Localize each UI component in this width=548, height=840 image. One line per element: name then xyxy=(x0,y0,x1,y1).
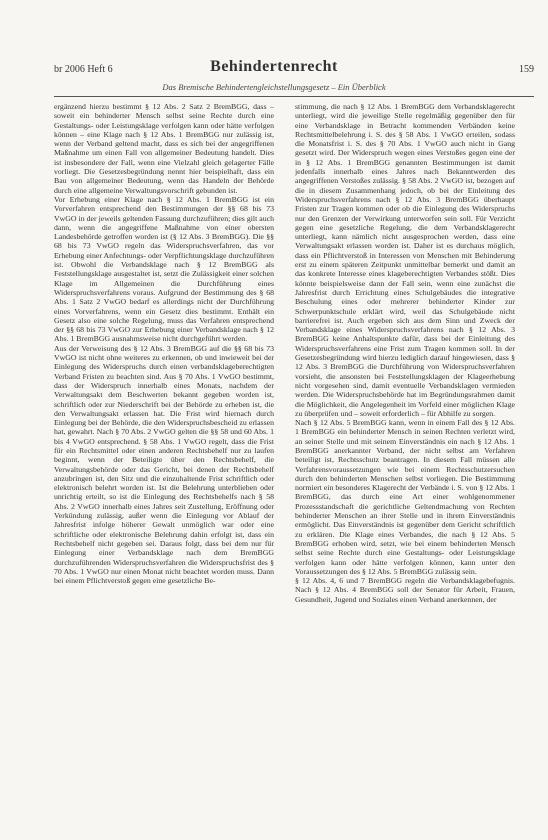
text-column-left xyxy=(54,102,274,830)
paragraph: stimmung, die nach § 12 Abs. 1 BremBGG dem Verbandsklagerecht unterliegt, wird die jeweilige Stelle regelmäßig gegenüber den für eine Verbandsklage in Betracht kommenden Verbänden keine Rechtsmittelbelehrung i. S. des § 58 Abs. 1 VwGO erteilen, sodass die Monatsfrist i. S. des § 70 Abs. 1 VwGO auch nicht in Gang gesetzt wird. Der Widerspruch wegen eines Verstoßes gegen eine der in § 12 Abs. 1 BremBGG genannten Bestimmungen ist damit jedenfalls innerhalb eines Jahres nach Bekanntwerden des angegriffenen Verstoßes zulässig. § 58 Abs. 2 VwGO ist, bezogen auf die in diesem Zusammenhang jedoch, ob bei der Einleitung des Widerspruchsverfahrens nach § 12 Abs. 3 BremBGG überhaupt Fristen zur Tragen kommen oder ob die Einlegung des Widerspruchs nur den Grenzen der Verwirkung unterworfen sein soll. Für Verzicht gegen eine gesetzliche Regelung, die dem Verbandsklagerecht unterliegt, kann nämlich nicht ausgesprochen werden, dass eine Verwaltungsakt erlassen worden ist. Daher ist es durchaus möglich, dass ein Pflichtverstoß in Interessen von Menschen mit Behinderung erst zu einem späteren Zeitpunkt unmittelbar bemerkt und damit an das konkrete Interesse eines klageberechtigten Verbandes stößt. Dies könnte beispielsweise dann der Fall sein, wenn eine zunächst die Jahresfrist durch Errichtung eines Schulgebäudes die integrative Beschulung eines oder mehrerer behinderter Kinder zur Schwerpunktschule erklärt wird, weil das Schulgebäude nicht barrierefrei ist. Auch ergeben sich aus dem Sinn und Zweck der Verbandsklage eines Widerspruchsverfahrens nach § 12 Abs. 3 BremBGG keine Anhaltspunkte dafür, dass bei der Einleitung des Widerspruchsverfahrens eine Frist zum Tragen kommen soll. In der Gesetzesbegründung wird hierzu lediglich darauf hingewiesen, dass § 12 Abs. 3 BremBGG die Durchführung von Widerspruchsverfahren vorsieht, die ansonsten bei Feststellungsklagen der Klageerhebung nicht vorgesehen sind, damit eventuelle Verbandsklagen vermieden werden. Die Widerspruchsbehörde hat im Begründungsrahmen damit die Möglichkeit, die Angelegenheit im Vorfeld einer möglichen Klage zu überprüfen und – soweit erforderlich – für Abhilfe zu sorgen. xyxy=(295,102,515,418)
paragraph: ergänzend hierzu bestimmt § 12 Abs. 2 Satz 2 BremBGG, dass – soweit ein behinderter Mensch selbst seine Rechte durch eine Gestaltungs- oder Leistungsklage verfolgen kann oder hätte verfolgen können – eine Klage nach § 12 Abs. 1 BremBGG nur zulässig ist, wenn der Verband geltend macht, dass es sich bei der angegriffenen Maßnahme um einen Fall von allgemeiner Bedeutung handelt. Dies ist insbesondere der Fall, wenn eine Vielzahl gleich gelagerter Fälle vorliegt. Die Gesetzesbegründung nennt hier beispielhaft, dass ein Bau von allgemeiner Bedeutung, wenn das Handeln der Behörde durch eine allgemeine Verwaltungsvorschrift gebunden ist. xyxy=(54,102,274,195)
paragraph: Aus der Verweisung des § 12 Abs. 3 BremBGG auf die §§ 68 bis 73 VwGO ist nicht ohne weiteres zu erkennen, ob und inwieweit bei der Einlegung des Widerspruchs durch einen verbandsklageberechtigten Verband Fristen zu beachten sind. Aus § 70 Abs. 1 VwGO bestimmt, dass der Widerspruch innerhalb eines Monats, nachdem der Verwaltungsakt dem Beschwerten bekannt gegeben worden ist, schriftlich oder zur Niederschrift bei der Behörde zu erheben ist, die den Verwaltungsakt erlassen hat. Die Frist wird hiernach durch Einlegung bei der Behörde, die den Widerspruchsbescheid zu erlassen hat, gewahrt. Nach § 70 Abs. 2 VwGO gelten die §§ 58 und 60 Abs. 1 bis 4 VwGO entsprechend. § 58 Abs. 1 VwGO regelt, dass die Frist für ein Rechtsmittel oder einen anderen Rechtsbehelf nur zu laufen beginnt, wenn der Beteiligte über den Rechtsbehelf, die Verwaltungsbehörde oder das Gericht, bei denen der Rechtsbehelf anzubringen ist, den Sitz und die einzuhaltende Frist schriftlich oder elektronisch belehrt worden ist. Ist die Belehrung unterblieben oder unrichtig erteilt, so ist die Einlegung des Rechtsbehelfs nach § 58 Abs. 2 VwGO innerhalb eines Jahres seit Zustellung, Eröffnung oder Verkündung zulässig, außer wenn die Einlegung vor Ablauf der Jahresfrist infolge höherer Gewalt unmöglich war oder eine schriftliche oder elektronische Belehrung dahin erfolgt ist, dass ein Rechtsbehelf nicht gegeben sei. Daraus folgt, dass bei dem nur für Einlegung einer Verbandsklage nach dem BremBGG durchzuführenden Widerspruchsverfahren die Widerspruchsfrist des § 70 Abs. 1 VwGO nur einen Monat nicht beachtet worden muss. Dann bei einem Pflichtverstoß gegen eine gesetzliche Be- xyxy=(54,343,274,586)
page-number: 159 xyxy=(519,64,534,75)
running-subtitle: Das Bremische Behindertengleichstellungsgesetz – Ein Überblick xyxy=(162,82,386,92)
page-header xyxy=(0,58,548,96)
paragraph: Vor Erhebung einer Klage nach § 12 Abs. 1 BremBGG ist ein Vorverfahren entsprechend den Bestimmungen der §§ 68 bis 73 VwGO in der jeweils geltenden Fassung durchzuführen; dies gilt auch dann, wenn die angegriffene Maßnahme von einer obersten Landesbehörde getroffen worden ist (§ 12 Abs. 3 BremBGG). Die §§ 68 bis 73 VwGO regeln das Widerspruchsverfahren, das vor Erhebung einer Anfechtungs- oder Verpflichtungsklage durchzuführen ist. Obwohl die Verbandsklage nach § 12 BremBGG als Feststellungsklage ausgestaltet ist, setzt die Zulässigkeit einer solchen Klage im Allgemeinen die Durchführung eines Widerspruchsverfahrens voraus. Aufgrund der Bestimmung des § 68 Abs. 1 Satz 2 VwGO bedarf es allerdings nicht der Durchführung eines Vorverfahrens, wenn ein Gesetz dies bestimmt. Enthält ein Gesetz also eine solche Regelung, muss das Verfahren entsprechend der §§ 68 bis 73 VwGO zur Erhebung einer Verbandsklage nach § 12 Abs. 1 BremBGG ausnahmsweise nicht durchgeführt werden. xyxy=(54,194,274,344)
journal-title: Behindertenrecht xyxy=(210,58,338,75)
issue-label: br 2006 Heft 6 xyxy=(54,64,113,75)
text-column-right xyxy=(295,102,515,830)
header-rule xyxy=(54,96,534,97)
paragraph: § 12 Abs. 4, 6 und 7 BremBGG regeln die Verbandsklagebefugnis. Nach § 12 Abs. 4 BremBGG soll der Senator für Arbeit, Frauen, Gesundheit, Jugend und Soziales einen Verband anerkennen, der xyxy=(295,576,515,604)
paragraph: Nach § 12 Abs. 5 BremBGG kann, wenn in einem Fall des § 12 Abs. 1 BremBGG ein behinderter Mensch in seinen Rechten verletzt wird, an seiner Stelle und mit seinem Einverständnis ein nach § 12 Abs. 1 BremBGG anerkannter Verband, der nicht selbst am Verfahren beteiligt ist, Rechtsschutz beantragen. In diesem Fall müssen alle Verfahrensvoraussetzungen wie bei einem Rechtsschutzersuchen durch den behinderten Menschen selbst vorliegen. Die Bestimmung normiert ein besonderes Klagerecht der Verbände i. S. von § 12 Abs. 1 BremBGG, das durch eine Art einer wohlgenommener Prozessstandschaft die gerichtliche Geltendmachung von Rechten behinderter Menschen an ihrer Stelle und in ihrem Einverständnis ermöglicht. Das Einverständnis ist gegenüber dem Gericht schriftlich zu erklären. Die Klage eines Verbandes, die nach § 12 Abs. 5 BremBGG erhoben wird, setzt, wie bei einem behinderten Mensch selbst seine Rechte durch eine Gestaltungs- oder Leistungsklage verfolgen kann oder hätte verfolgen können, kann unter den Voraussetzungen des § 12 Abs. 5 BremBGG zulässig sein. xyxy=(295,418,515,576)
